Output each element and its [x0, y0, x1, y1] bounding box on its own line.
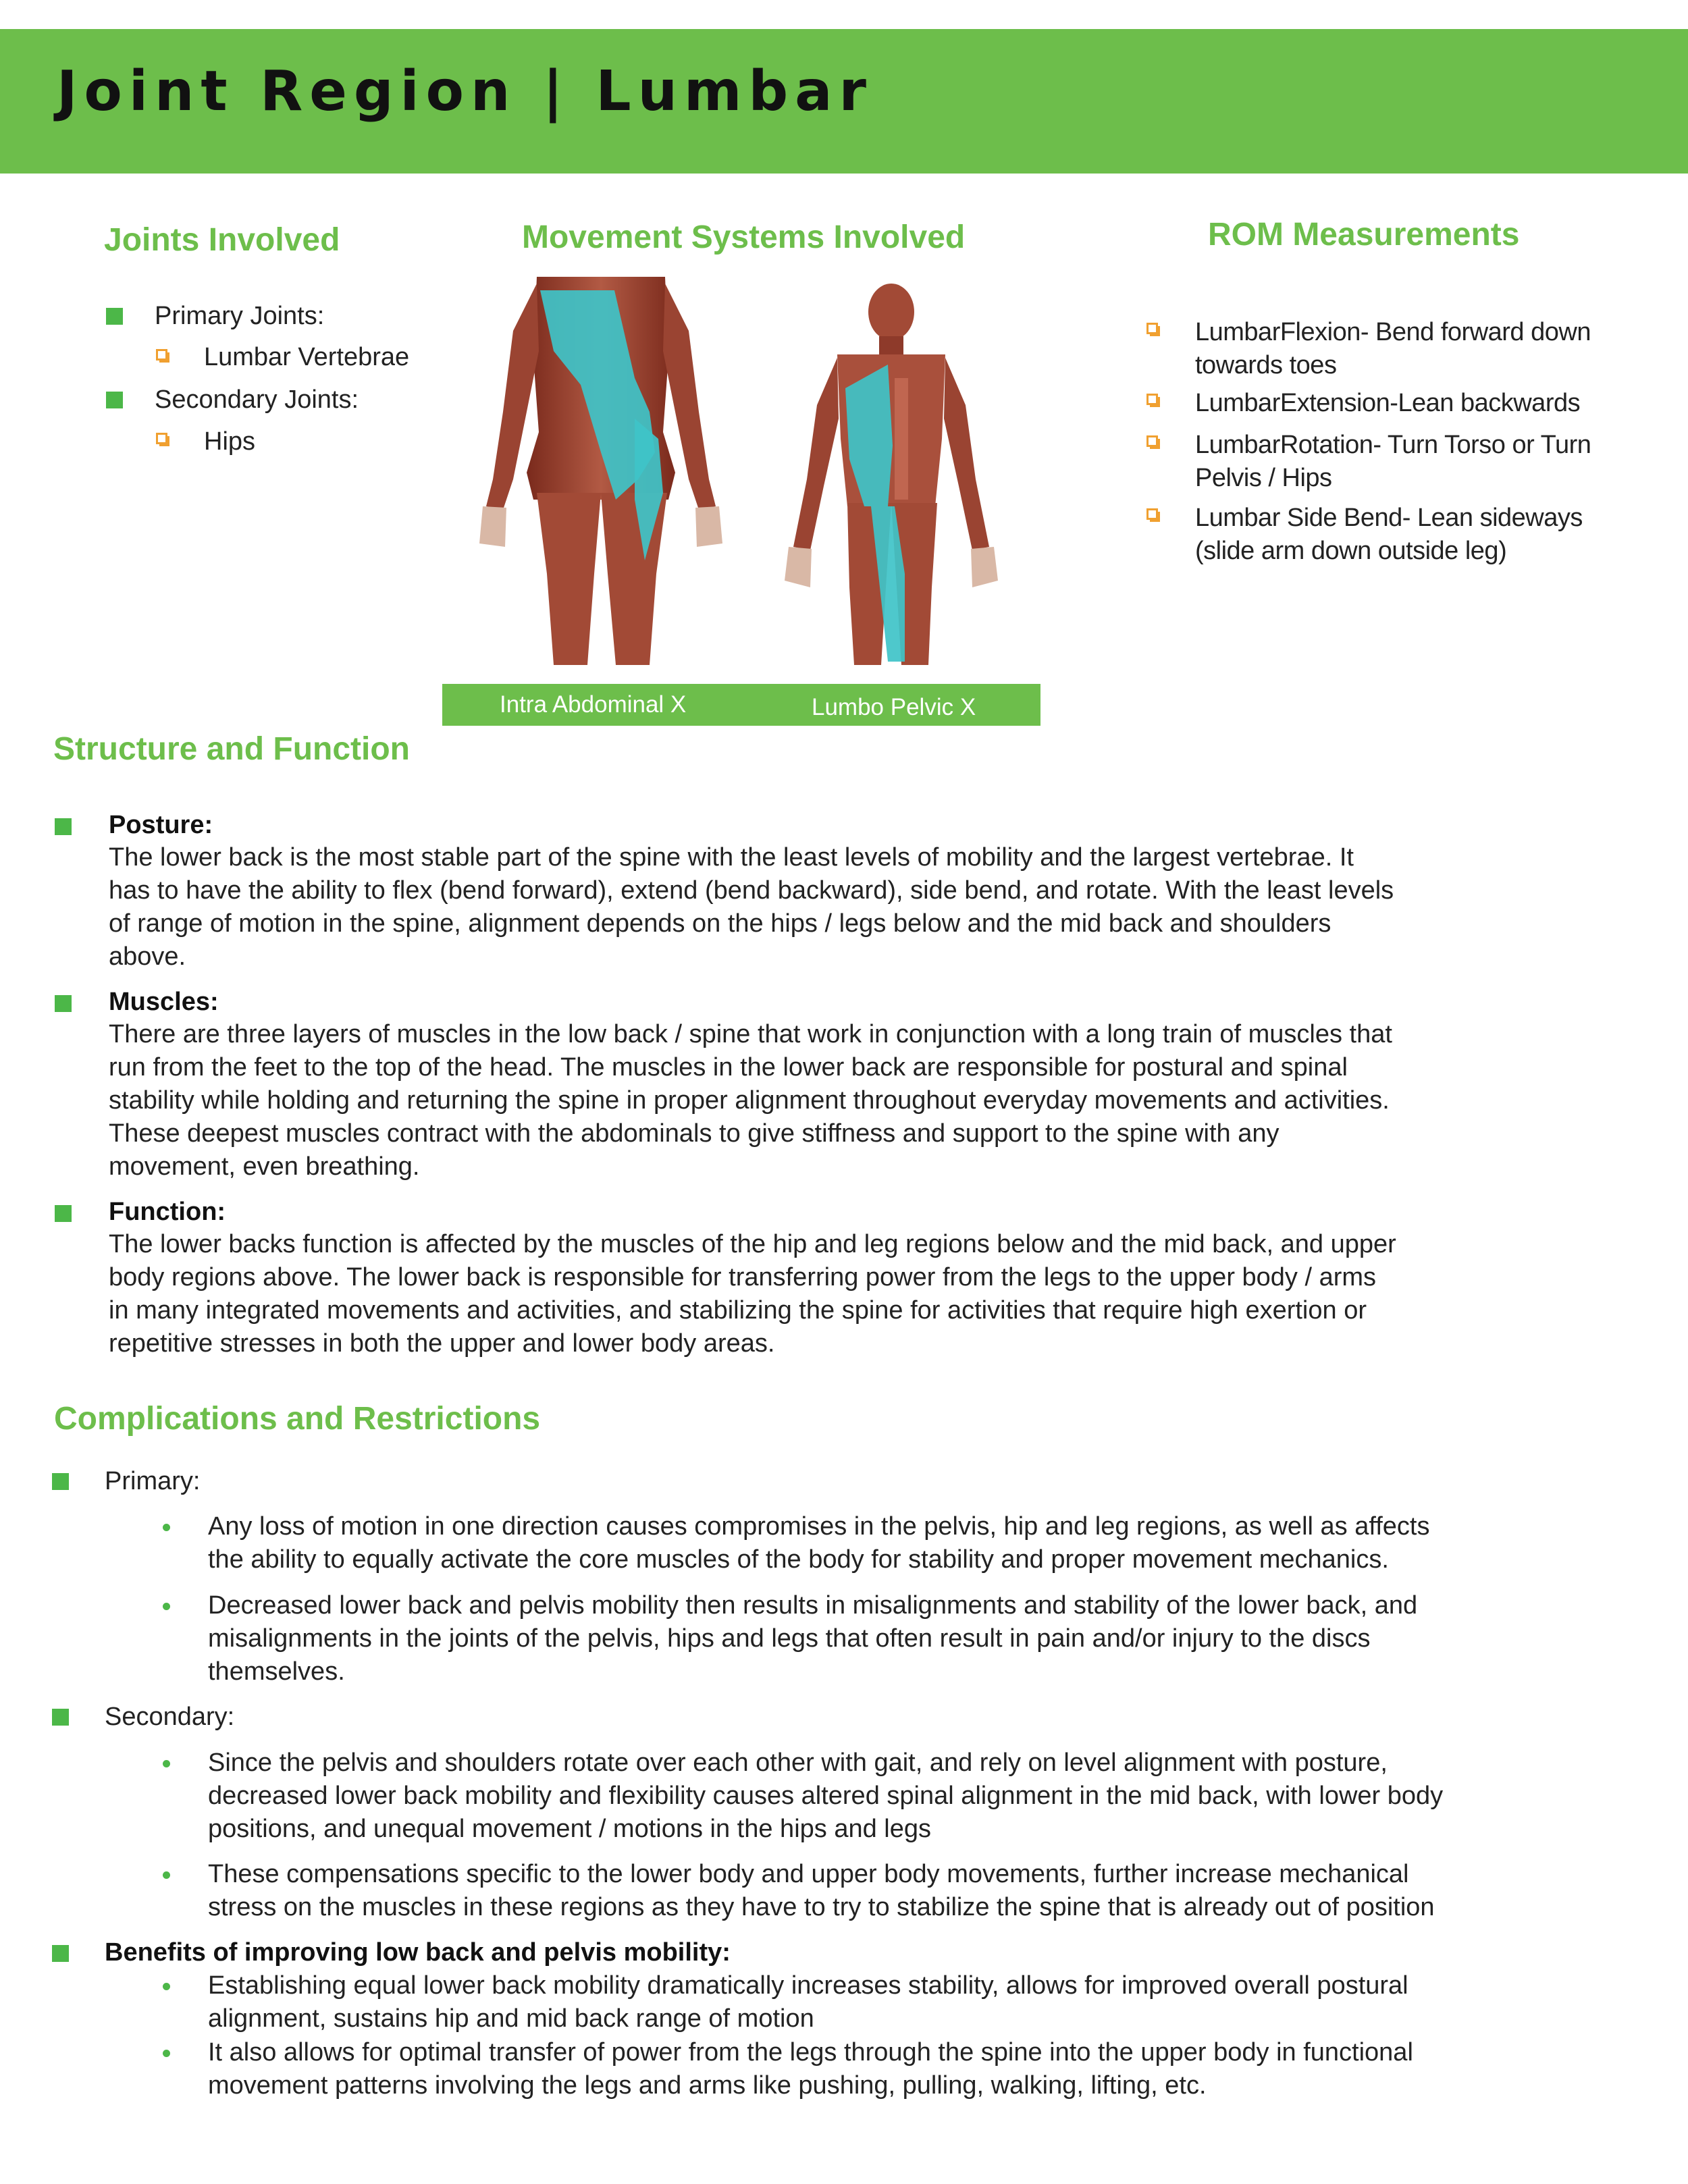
bullet-line: the ability to equally activate the core muscles of the body for stability and proper movement mechanics. — [208, 1545, 1389, 1574]
dot-bullet-icon — [163, 2050, 170, 2057]
rom-item-flexion-line1: LumbarFlexion- Bend forward down — [1195, 318, 1591, 346]
posture-line: has to have the ability to flex (bend forward), extend (bend backward), side bend, and rotate. With the least levels — [109, 876, 1394, 905]
muscles-line: run from the feet to the top of the head. The muscles in the lower back are responsible for postural and spinal — [109, 1053, 1348, 1082]
box-bullet-icon — [1146, 508, 1158, 520]
joints-heading: Joints Involved — [104, 222, 340, 258]
secondary-label: Secondary: — [105, 1703, 235, 1731]
dot-bullet-icon — [163, 1524, 170, 1531]
movement-heading: Movement Systems Involved — [522, 219, 966, 255]
posture-label: Posture: — [109, 811, 213, 839]
rom-heading: ROM Measurements — [1208, 217, 1520, 252]
square-bullet-icon — [52, 1473, 69, 1490]
primary-label: Primary: — [105, 1467, 201, 1495]
benefits-label: Benefits of improving low back and pelvis mobility: — [105, 1938, 731, 1967]
function-line: repetitive stresses in both the upper and lower body areas. — [109, 1329, 775, 1358]
dot-bullet-icon — [163, 1871, 170, 1879]
square-bullet-icon — [55, 1205, 72, 1222]
bullet-line: misalignments in the joints of the pelvis, hips and legs that often result in pain and/or injury to the discs — [208, 1624, 1371, 1653]
posture-line: above. — [109, 942, 186, 971]
caption-lumbo-pelvic: Lumbo Pelvic X — [812, 694, 976, 720]
function-line: body regions above. The lower back is responsible for transferring power from the legs to the upper body / arms — [109, 1263, 1377, 1291]
rom-item-extension: LumbarExtension-Lean backwards — [1195, 389, 1581, 417]
secondary-joints-label: Secondary Joints: — [155, 385, 359, 414]
bullet-line: stress on the muscles in these regions as they have to try to stabilize the spine that is already out of position — [208, 1893, 1435, 1921]
square-bullet-icon — [55, 818, 72, 835]
bullet-line: movement patterns involving the legs and arms like pushing, pulling, walking, lifting, etc. — [208, 2071, 1207, 2100]
bullet-line: Since the pelvis and shoulders rotate over each other with gait, and rely on level alignment with posture, — [208, 1749, 1388, 1777]
bullet-line: Decreased lower back and pelvis mobility then results in misalignments and stability of the lower back, and — [208, 1591, 1418, 1620]
muscles-label: Muscles: — [109, 988, 219, 1016]
bullet-line: Any loss of motion in one direction causes compromises in the pelvis, hip and leg regions, as well as affects — [208, 1512, 1430, 1541]
function-label: Function: — [109, 1198, 226, 1226]
rom-item-side-bend-line2: (slide arm down outside leg) — [1195, 537, 1507, 565]
rom-item-flexion-line2: towards toes — [1195, 351, 1337, 379]
muscles-text — [109, 1018, 1392, 1183]
square-bullet-icon — [106, 392, 123, 408]
secondary-bullet-1 — [208, 1747, 1443, 1846]
benefits-bullet-2 — [208, 2036, 1413, 2102]
bullet-line: These compensations specific to the lower body and upper body movements, further increase mechanical — [208, 1860, 1409, 1888]
header-banner — [0, 29, 1688, 174]
function-text — [109, 1228, 1396, 1360]
anterior-muscle-figure-image — [770, 284, 1013, 665]
rom-item-rotation-line1: LumbarRotation- Turn Torso or Turn — [1195, 431, 1591, 459]
secondary-bullet-2 — [208, 1858, 1435, 1924]
posture-line: The lower back is the most stable part of the spine with the least levels of mobility and the largest vertebrae. It — [109, 843, 1354, 872]
rom-item-side-bend-line1: Lumbar Side Bend- Lean sideways — [1195, 504, 1583, 532]
box-bullet-icon — [1146, 435, 1158, 447]
bullet-line: themselves. — [208, 1657, 345, 1686]
rom-item-side-bend — [1195, 502, 1583, 568]
posterior-muscle-figure-image — [473, 277, 729, 665]
square-bullet-icon — [52, 1945, 69, 1962]
bullet-line: positions, and unequal movement / motions in the hips and legs — [208, 1815, 931, 1843]
benefits-bullet-1 — [208, 1969, 1408, 2035]
primary-bullet-1 — [208, 1510, 1429, 1576]
secondary-joint-item: Hips — [204, 427, 256, 456]
square-bullet-icon — [106, 308, 123, 325]
muscles-line: These deepest muscles contract with the abdominals to give stiffness and support to the spine with any — [109, 1119, 1280, 1148]
muscles-line: movement, even breathing. — [109, 1152, 420, 1181]
square-bullet-icon — [55, 995, 72, 1012]
box-bullet-icon — [156, 433, 167, 444]
box-bullet-icon — [156, 349, 167, 361]
bullet-line: It also allows for optimal transfer of power from the legs through the spine into the upper body in functional — [208, 2038, 1413, 2067]
rom-item-rotation-line2: Pelvis / Hips — [1195, 464, 1332, 492]
figure-caption-bar — [442, 684, 1040, 726]
primary-joints-label: Primary Joints: — [155, 302, 325, 330]
function-line: The lower backs function is affected by the muscles of the hip and leg regions below and the mid back, and upper — [109, 1230, 1396, 1258]
posture-text — [109, 841, 1394, 974]
dot-bullet-icon — [163, 1603, 170, 1610]
structure-heading: Structure and Function — [53, 731, 410, 767]
rom-item-rotation — [1195, 429, 1591, 495]
page-title: Joint Region | Lumbar — [57, 59, 873, 124]
box-bullet-icon — [1146, 323, 1158, 334]
muscles-line: stability while holding and returning the spine in proper alignment throughout everyday movements and activities. — [109, 1086, 1390, 1115]
bullet-line: decreased lower back mobility and flexibility causes altered spinal alignment in the mid back, with lower body — [208, 1782, 1444, 1810]
function-line: in many integrated movements and activities, and stabilizing the spine for activities that require high exertion or — [109, 1296, 1367, 1325]
complications-heading: Complications and Restrictions — [54, 1401, 541, 1437]
rom-item-flexion — [1195, 316, 1591, 382]
primary-bullet-2 — [208, 1589, 1417, 1688]
square-bullet-icon — [52, 1709, 69, 1726]
posture-line: of range of motion in the spine, alignment depends on the hips / legs below and the mid back and shoulders — [109, 909, 1331, 938]
muscles-line: There are three layers of muscles in the low back / spine that work in conjunction with a long train of muscles that — [109, 1020, 1392, 1048]
box-bullet-icon — [1146, 394, 1158, 405]
bullet-line: alignment, sustains hip and mid back range of motion — [208, 2004, 814, 2033]
dot-bullet-icon — [163, 1760, 170, 1767]
primary-joint-item: Lumbar Vertebrae — [204, 343, 410, 371]
bullet-line: Establishing equal lower back mobility dramatically increases stability, allows for improved overall postural — [208, 1971, 1408, 2000]
dot-bullet-icon — [163, 1983, 170, 1990]
caption-intra-abdominal: Intra Abdominal X — [500, 691, 687, 718]
